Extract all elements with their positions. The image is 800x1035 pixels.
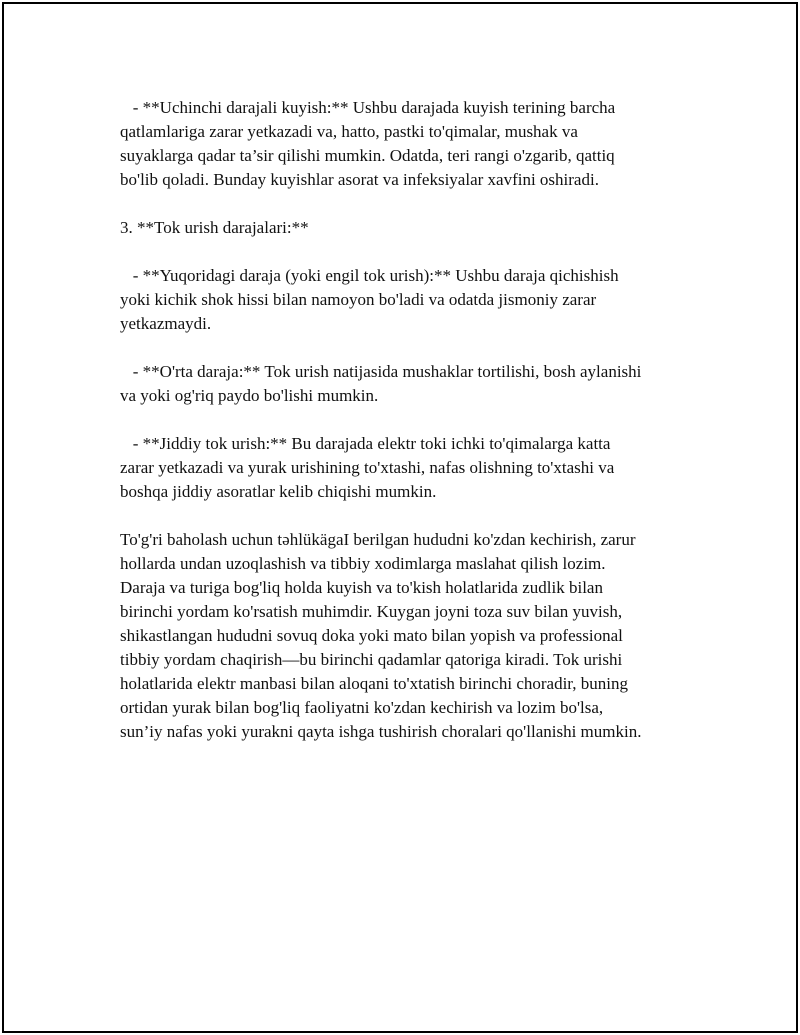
text-line: To'g'ri baholash uchun təhlükägaI berilgan hududni ko'zdan kechirish, zarur — [120, 530, 636, 549]
text-line: Daraja va turiga bog'liq holda kuyish va to'kish holatlarida zudlik bilan — [120, 578, 603, 597]
text-line: bo'lib qoladi. Bunday kuyishlar asorat va infeksiyalar xavfini oshiradi. — [120, 170, 599, 189]
text-line: sun’iy nafas yoki yurakni qayta ishga tushirish choralari qo'llanishi mumkin. — [120, 722, 642, 741]
text-line: zarar yetkazadi va yurak urishining to'xtashi, nafas olishning to'xtashi va — [120, 458, 615, 477]
text-line: - **Jiddiy tok urish:** Bu darajada elektr toki ichki to'qimalarga katta — [120, 434, 611, 453]
text-line: - **Yuqoridagi daraja (yoki engil tok urish):** Ushbu daraja qichishish — [120, 266, 619, 285]
text-line: birinchi yordam ko'rsatish muhimdir. Kuygan joyni toza suv bilan yuvish, — [120, 602, 623, 621]
paragraph-medium-shock — [120, 360, 690, 408]
text-line: - **Uchinchi darajali kuyish:** Ushbu darajada kuyish terining barcha — [120, 98, 616, 117]
section-heading-electric-shock — [120, 216, 690, 240]
text-line: suyaklarga qadar ta’sir qilishi mumkin. Odatda, teri rangi o'zgarib, qattiq — [120, 146, 615, 165]
text-line: hollarda undan uzoqlashish va tibbiy xodimlarga maslahat qilish lozim. — [120, 554, 606, 573]
text-line: 3. **Tok urish darajalari:** — [120, 218, 309, 237]
paragraph-severe-shock — [120, 432, 690, 504]
text-line: yoki kichik shok hissi bilan namoyon bo'ladi va odatda jismoniy zarar — [120, 290, 597, 309]
paragraph-mild-shock — [120, 264, 690, 336]
document-body — [120, 96, 690, 744]
text-line: - **O'rta daraja:** Tok urish natijasida mushaklar tortilishi, bosh aylanishi — [120, 362, 642, 381]
text-line: qatlamlariga zarar yetkazadi va, hatto, pastki to'qimalar, mushak va — [120, 122, 578, 141]
text-line: ortidan yurak bilan bog'liq faoliyatni ko'zdan kechirish va lozim bo'lsa, — [120, 698, 604, 717]
text-line: tibbiy yordam chaqirish—bu birinchi qadamlar qatoriga kiradi. Tok urishi — [120, 650, 623, 669]
text-line: yetkazmaydi. — [120, 314, 212, 333]
paragraph-third-degree-burn — [120, 96, 690, 192]
paragraph-first-aid — [120, 528, 690, 744]
text-line: va yoki og'riq paydo bo'lishi mumkin. — [120, 386, 379, 405]
document-page — [2, 2, 798, 1033]
text-line: holatlarida elektr manbasi bilan aloqani to'xtatish birinchi choradir, buning — [120, 674, 628, 693]
text-line: boshqa jiddiy asoratlar kelib chiqishi mumkin. — [120, 482, 437, 501]
text-line: shikastlangan hududni sovuq doka yoki mato bilan yopish va professional — [120, 626, 623, 645]
